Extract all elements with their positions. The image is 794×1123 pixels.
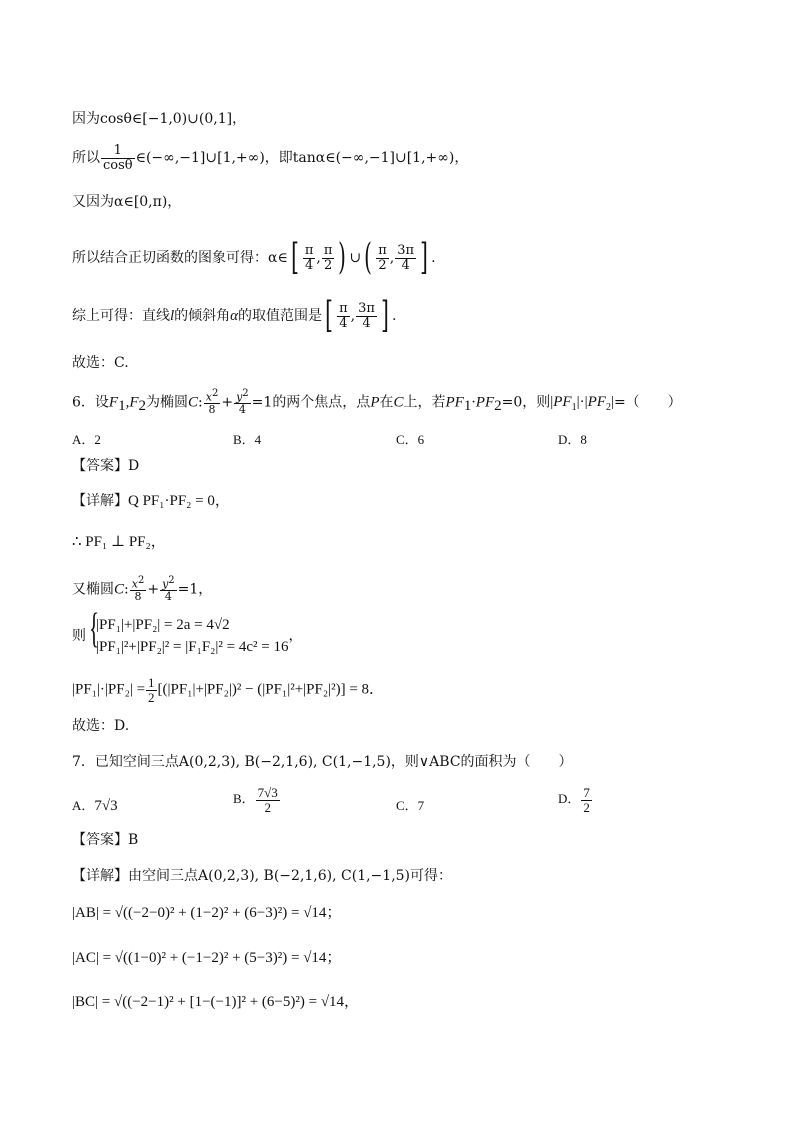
- option-a: A．2: [72, 432, 101, 447]
- detail-6-product: |PF₁|·|PF₂| = $\frac{1}{2}$ [(|PF₁|+|PF₂|)² − (|PF₁|²+|PF₂|²)] = 8．: [72, 675, 385, 705]
- detail-6-system: 则 { |PF₁|+|PF₂| = 2a = 4√2 |PF₁|²+|PF₂|² = |F₁F₂|² = 4c² = 16 ，: [72, 606, 303, 655]
- line-alpha-domain: 又因为α∈[0,π)，: [72, 194, 182, 210]
- text: 的取值范围是: [238, 308, 323, 324]
- text: 的倾斜角: [174, 308, 231, 324]
- answer-7: 【答案】B: [72, 832, 139, 848]
- option-d: D．8: [558, 432, 587, 447]
- detail-6-line3: 又椭圆C: $\frac{x^2}{8}$ + $\frac{y^2}{4}$ =1，: [72, 575, 213, 604]
- question-6: 6．设$F_1,F_2$为椭圆C: $\frac{x^2}{8}$ + $\frac{y^2}{4}$ =1的两个焦点，点P在C上，若$PF_1\cdot PF_2=0$，则$|PF_1|\cdot|PF_2|=$（ ）: [72, 388, 682, 417]
- select-d: 故选：D.: [72, 718, 130, 734]
- question-7: 7．已知空间三点A(0,2,3), B(−2,1,6), C(1,−1,5)，则∨ABC的面积为（ ）: [72, 754, 573, 770]
- fraction: $\frac{3\pi}{4}$: [397, 242, 415, 273]
- option-b: B．4: [233, 432, 262, 447]
- fraction: $\frac{\pi}{4}$: [339, 300, 348, 331]
- fraction: $\frac{\pi}{4}$: [304, 242, 314, 273]
- line-conclusion: 综上可得：直线l的倾斜角α的取值范围是[ $\frac{\pi}{4}$ , $\frac{3\pi}{4}$ ] .: [72, 295, 397, 336]
- text: l: [170, 308, 175, 324]
- fraction: $\frac{1}{\cos\theta}$: [103, 143, 133, 173]
- fraction: $\frac{\pi}{2}$: [378, 242, 387, 273]
- text: ∈(−∞,−1]∪[1,+∞)，即tanα∈(−∞,−1]∪[1,+∞)，: [135, 150, 469, 167]
- text: 所以结合正切函数的图象可得：α∈: [72, 250, 288, 266]
- option-a: A．7√3: [72, 798, 118, 814]
- fraction: $\frac{3\pi}{4}$: [358, 300, 375, 331]
- distance-ab: |AB| = √((−2−0)² + (1−2)² + (6−3)²) = √14；: [72, 905, 342, 921]
- fraction: $\frac{\pi}{2}$: [323, 242, 333, 273]
- text: α: [230, 308, 239, 324]
- text: 所以: [72, 150, 100, 167]
- distance-ac: |AC| = √((1−0)² + (−1−2)² + (5−3)²) = √14；: [72, 950, 342, 966]
- detail-6-line2: ∴ PF₁ ⊥ PF₂，: [72, 534, 166, 550]
- line-reciprocal-range: [72, 144, 468, 172]
- option-c: C．7: [396, 798, 425, 813]
- text: 综上可得：直线: [72, 308, 170, 324]
- select-c: 故选：C.: [72, 355, 129, 371]
- option-d: D． $\frac{7}{2}$: [558, 785, 590, 815]
- answer-6: 【答案】D: [72, 458, 140, 474]
- detail-7-intro: 【详解】由空间三点A(0,2,3), B(−2,1,6), C(1,−1,5)可得：: [72, 868, 453, 884]
- distance-bc: |BC| = √((−2−1)² + [1−(−1)]² + (6−5)²) = √14，: [72, 994, 360, 1010]
- option-b: B． $\frac{7√3}{2}$: [233, 785, 278, 815]
- line-tangent-result: 所以结合正切函数的图象可得：α∈[ $\frac{\pi}{4}$ , $\frac{\pi}{2}$ ) ∪( $\frac{\pi}{2}$ , $\frac{3\pi}{4}$ ] .: [72, 237, 436, 278]
- detail-6-line1: 【详解】Q PF₁·PF₂ = 0，: [72, 493, 230, 509]
- line-cos-range: 因为cosθ∈[−1,0)∪(0,1]，: [72, 111, 247, 127]
- option-c: C．6: [396, 432, 425, 447]
